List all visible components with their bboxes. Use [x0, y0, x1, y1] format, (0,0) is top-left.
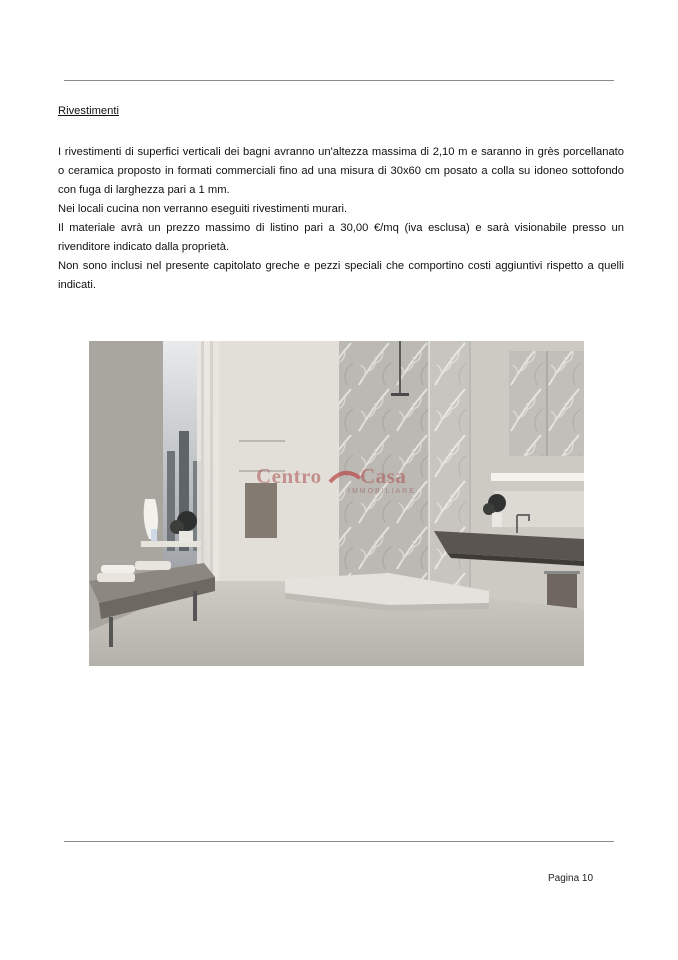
- watermark-subtitle: IMMOBILIARE: [348, 488, 416, 495]
- paragraph-line: I rivestimenti di superfici verticali dei bagni avranno un'altezza massima di 2,10 m e saranno in grès porcellanato: [58, 146, 624, 158]
- bathroom-illustration: [89, 341, 584, 666]
- paragraph-line: o ceramica proposto in formati commerciali fino ad una misura di 30x60 cm posato a colla su idoneo sottofondo: [58, 165, 624, 177]
- paragraph-line: Il materiale avrà un prezzo massimo di listino pari a 30,00 €/mq (iva esclusa) e sarà visionabile presso un: [58, 222, 624, 234]
- bathroom-photo: [89, 341, 584, 666]
- page-number: Pagina 10: [548, 873, 594, 884]
- paragraph-line: rivenditore indicato dalla proprietà.: [58, 241, 230, 253]
- watermark-text-right: Casa: [360, 464, 407, 488]
- footer-rule: [64, 841, 614, 842]
- body-text: [58, 143, 624, 295]
- paragraph-line: con fuga di larghezza pari a 1 mm.: [58, 184, 230, 196]
- section-heading: Rivestimenti: [58, 105, 119, 117]
- watermark-text-left: Centro: [256, 464, 322, 488]
- paragraph-line: Nei locali cucina non verranno eseguiti rivestimenti murari.: [58, 203, 348, 215]
- header-rule: [64, 80, 614, 81]
- paragraph-line: Non sono inclusi nel presente capitolato greche e pezzi speciali che comportino costi aggiuntivi rispetto a quelli: [58, 260, 624, 272]
- house-roof-icon: [328, 466, 362, 484]
- paragraph-line: indicati.: [58, 279, 96, 291]
- watermark-logo: [256, 464, 426, 500]
